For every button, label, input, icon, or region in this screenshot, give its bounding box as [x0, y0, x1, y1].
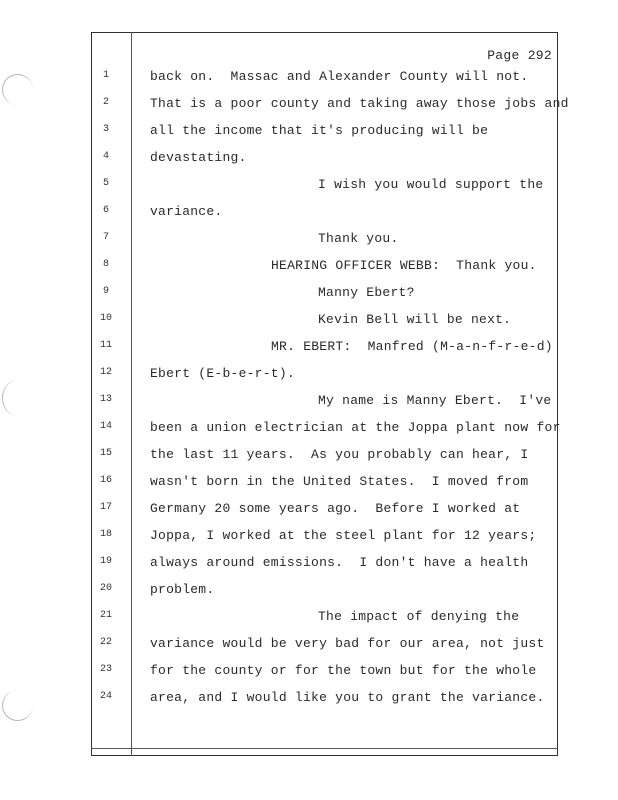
- transcript-line: Kevin Bell will be next.: [318, 312, 512, 327]
- line-number: 21: [99, 610, 112, 621]
- transcript-line: been a union electrician at the Joppa plant now for: [150, 420, 561, 435]
- line-number: 17: [99, 502, 112, 513]
- line-number-margin-rule: [131, 32, 132, 756]
- transcript-line: all the income that it's producing will be: [150, 123, 489, 138]
- line-number: 3: [102, 124, 109, 135]
- transcript-line: Thank you.: [318, 231, 399, 246]
- line-number: 11: [99, 340, 112, 351]
- transcript-line: HEARING OFFICER WEBB: Thank you.: [271, 258, 537, 273]
- transcript-line: area, and I would like you to grant the variance.: [150, 690, 545, 705]
- page-bottom-rule: [91, 748, 558, 749]
- transcript-line: My name is Manny Ebert. I've: [318, 393, 552, 408]
- transcript-line: Germany 20 some years ago. Before I worked at: [150, 501, 521, 516]
- transcript-line: wasn't born in the United States. I moved from: [150, 474, 529, 489]
- line-number: 19: [99, 556, 112, 567]
- line-number: 16: [99, 475, 112, 486]
- line-number: 22: [99, 637, 112, 648]
- line-number: 15: [99, 448, 112, 459]
- line-number: 23: [99, 664, 112, 675]
- line-number: 20: [99, 583, 112, 594]
- transcript-line: devastating.: [150, 150, 247, 165]
- line-number: 24: [99, 691, 112, 702]
- transcript-line: the last 11 years. As you probably can hear, I: [150, 447, 529, 462]
- line-number: 6: [102, 205, 109, 216]
- transcript-line: for the county or for the town but for the whole: [150, 663, 537, 678]
- transcript-line: problem.: [150, 582, 215, 597]
- line-number: 9: [102, 286, 109, 297]
- line-number: 1: [102, 70, 109, 81]
- transcript-line: I wish you would support the: [318, 177, 544, 192]
- binder-hole-bottom: [2, 690, 33, 721]
- line-number: 12: [99, 367, 112, 378]
- transcript-line: always around emissions. I don't have a health: [150, 555, 529, 570]
- line-number: 18: [99, 529, 112, 540]
- transcript-line: That is a poor county and taking away those jobs and: [150, 96, 569, 111]
- transcript-line: variance would be very bad for our area, not just: [150, 636, 545, 651]
- line-number: 8: [102, 259, 109, 270]
- transcript-line: back on. Massac and Alexander County will not.: [150, 69, 529, 84]
- transcript-line: Manny Ebert?: [318, 285, 415, 300]
- binder-hole-top: [2, 74, 33, 105]
- transcript-line: MR. EBERT: Manfred (M-a-n-f-r-e-d): [271, 339, 553, 354]
- transcript-line: Joppa, I worked at the steel plant for 12 years;: [150, 528, 537, 543]
- transcript-line: Ebert (E-b-e-r-t).: [150, 366, 295, 381]
- binder-hole-middle: [2, 380, 33, 416]
- transcript-line: The impact of denying the: [318, 609, 520, 624]
- line-number: 2: [102, 97, 109, 108]
- line-number: 13: [99, 394, 112, 405]
- line-number: 10: [99, 313, 112, 324]
- line-number: 5: [102, 178, 109, 189]
- page-number: Page 292: [487, 48, 552, 63]
- line-number: 7: [102, 232, 109, 243]
- transcript-line: variance.: [150, 204, 223, 219]
- line-number: 14: [99, 421, 112, 432]
- line-number: 4: [102, 151, 109, 162]
